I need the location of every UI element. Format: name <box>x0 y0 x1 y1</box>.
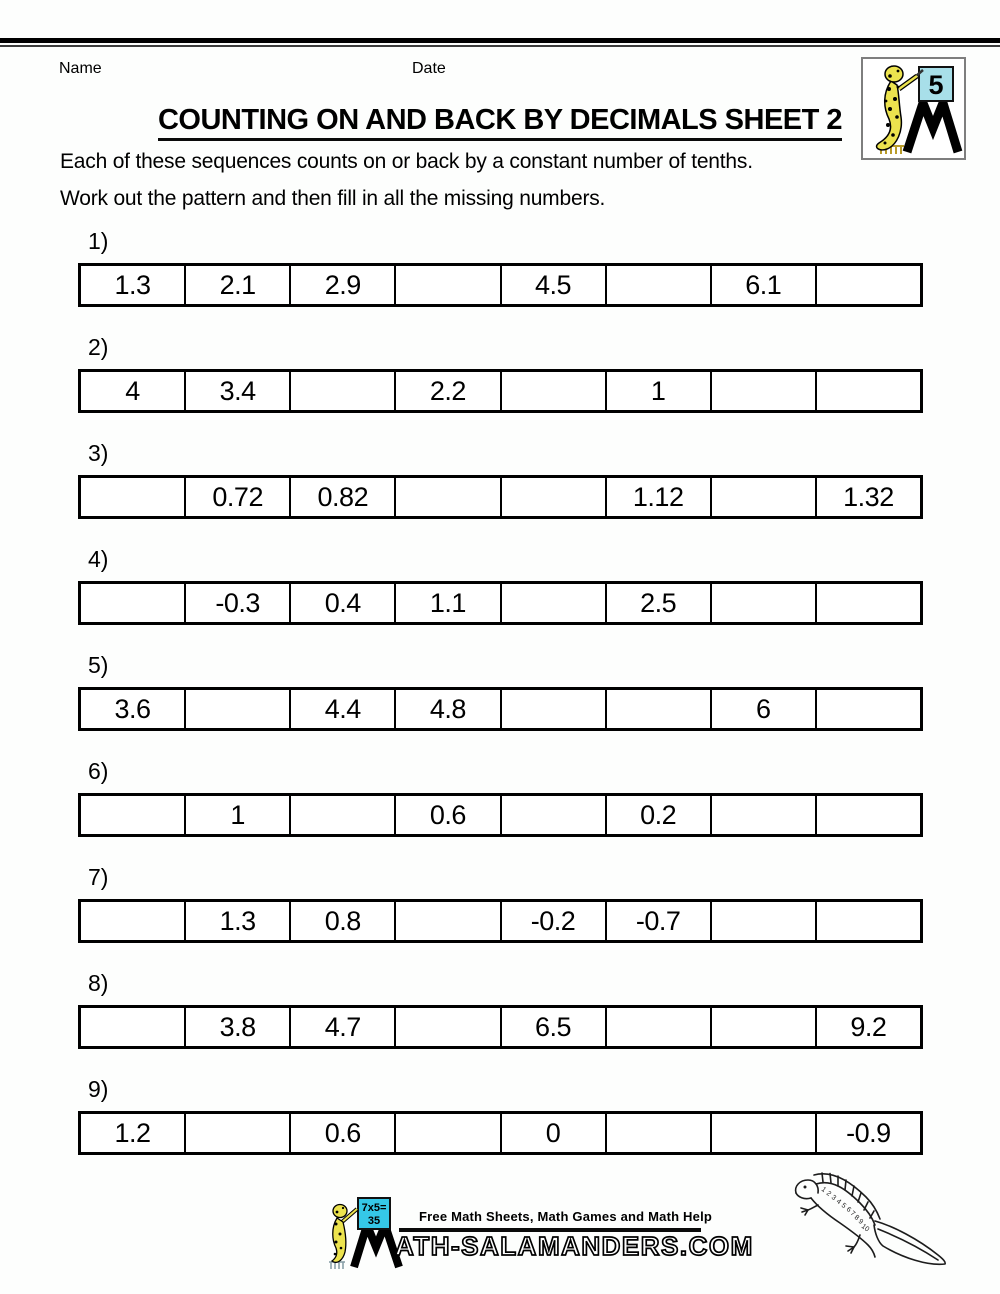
title-wrap <box>0 104 1000 141</box>
answer-cell[interactable] <box>186 690 291 728</box>
answer-cell[interactable] <box>817 796 920 834</box>
sequence-row <box>78 1005 923 1049</box>
lizard-number: 8 <box>852 1214 861 1222</box>
answer-cell[interactable] <box>502 372 607 410</box>
sequence-row <box>78 369 923 413</box>
sequence-cell: 1.3 <box>186 902 291 940</box>
sequence-cell: 2.1 <box>186 266 291 304</box>
page-title: COUNTING ON AND BACK BY DECIMALS SHEET 2 <box>158 104 842 141</box>
sequence-cell: 2.2 <box>396 372 501 410</box>
answer-cell[interactable] <box>817 584 920 622</box>
sequence-row <box>78 1111 923 1155</box>
top-rule-thin <box>0 45 1000 47</box>
numbered-lizard-icon <box>788 1163 988 1294</box>
answer-cell[interactable] <box>607 1008 712 1046</box>
instruction-line-2: Work out the pattern and then fill in all the missing numbers. <box>60 187 606 210</box>
sequence-cell: 0.6 <box>291 1114 396 1152</box>
sequence-cell: 0 <box>502 1114 607 1152</box>
answer-cell[interactable] <box>502 690 607 728</box>
sequence-label: 9) <box>88 1076 109 1102</box>
answer-cell[interactable] <box>712 478 817 516</box>
sequence-cell: 4.8 <box>396 690 501 728</box>
sequence-label: 8) <box>88 970 109 996</box>
sequence-cell: -0.2 <box>502 902 607 940</box>
answer-cell[interactable] <box>396 478 501 516</box>
sequence-cell: 0.4 <box>291 584 396 622</box>
sequence-cell: 3.6 <box>81 690 186 728</box>
sequence-label: 5) <box>88 652 109 678</box>
sequence-cell: 0.6 <box>396 796 501 834</box>
sequence-cell: 1 <box>186 796 291 834</box>
lizard-number: 4 <box>834 1198 843 1206</box>
answer-cell[interactable] <box>817 902 920 940</box>
answer-cell[interactable] <box>502 796 607 834</box>
answer-cell[interactable] <box>396 1008 501 1046</box>
answer-cell[interactable] <box>396 266 501 304</box>
answer-cell[interactable] <box>291 796 396 834</box>
footer-brand-link[interactable]: ATH-SALAMANDERS.COM <box>395 1231 754 1261</box>
answer-cell[interactable] <box>291 372 396 410</box>
sequence-label: 6) <box>88 758 109 784</box>
sequence-row <box>78 687 923 731</box>
sequence-label: 1) <box>88 228 109 254</box>
sequence-cell: 1.12 <box>607 478 712 516</box>
sequence-cell: 4.5 <box>502 266 607 304</box>
sequence-cell: 6.5 <box>502 1008 607 1046</box>
date-label: Date <box>412 60 446 77</box>
answer-cell[interactable] <box>712 584 817 622</box>
answer-cell[interactable] <box>396 902 501 940</box>
sequence-label: 3) <box>88 440 109 466</box>
sequence-cell: 1.1 <box>396 584 501 622</box>
lizard-number: 2 <box>824 1190 833 1198</box>
lizard-number: 9 <box>856 1218 865 1226</box>
sequence-cell: 3.8 <box>186 1008 291 1046</box>
lizard-number: 10 <box>859 1223 871 1234</box>
lizard-number: 6 <box>844 1206 853 1214</box>
answer-cell[interactable] <box>396 1114 501 1152</box>
footer-board-line1: 7x5= <box>361 1202 387 1214</box>
sequence-cell: 0.82 <box>291 478 396 516</box>
answer-cell[interactable] <box>712 1114 817 1152</box>
sequence-cell: -0.3 <box>186 584 291 622</box>
sequence-cell: 2.5 <box>607 584 712 622</box>
answer-cell[interactable] <box>81 478 186 516</box>
grade-number: 5 <box>928 70 944 100</box>
lizard-number: 3 <box>829 1194 838 1202</box>
sequence-row <box>78 475 923 519</box>
answer-cell[interactable] <box>81 796 186 834</box>
answer-cell[interactable] <box>502 584 607 622</box>
answer-cell[interactable] <box>81 902 186 940</box>
sequence-cell: -0.7 <box>607 902 712 940</box>
sequence-cell: 1.2 <box>81 1114 186 1152</box>
sequence-row <box>78 793 923 837</box>
sequence-cell: 6 <box>712 690 817 728</box>
sequence-cell: 4.7 <box>291 1008 396 1046</box>
answer-cell[interactable] <box>817 266 920 304</box>
answer-cell[interactable] <box>81 584 186 622</box>
sequence-cell: 1.32 <box>843 481 894 512</box>
instruction-line-1: Each of these sequences counts on or back by a constant number of tenths. <box>60 150 753 173</box>
sequence-row <box>78 899 923 943</box>
answer-cell[interactable] <box>607 1114 712 1152</box>
sequence-cell: 2.9 <box>291 266 396 304</box>
sequence-cell: 0.72 <box>186 478 291 516</box>
footer-tagline: Free Math Sheets, Math Games and Math Help <box>419 1209 713 1224</box>
answer-cell[interactable] <box>186 1114 291 1152</box>
lizard-number: 1 <box>819 1186 828 1194</box>
sequence-cell: 1.3 <box>81 266 186 304</box>
answer-cell[interactable] <box>712 796 817 834</box>
sequence-cell: 0.8 <box>291 902 396 940</box>
sequence-label: 7) <box>88 864 109 890</box>
sequence-cell: 4 <box>81 372 186 410</box>
sequence-row <box>78 581 923 625</box>
sequence-row <box>78 263 923 307</box>
answer-cell[interactable] <box>712 902 817 940</box>
sequence-cell: 6.1 <box>712 266 817 304</box>
answer-cell[interactable] <box>607 690 712 728</box>
top-rule-thick <box>0 38 1000 43</box>
answer-cell[interactable] <box>607 266 712 304</box>
answer-cell[interactable] <box>712 1008 817 1046</box>
answer-cell[interactable] <box>81 1008 186 1046</box>
sequence-label: 2) <box>88 334 109 360</box>
sequence-cell: 4.4 <box>291 690 396 728</box>
answer-cell[interactable] <box>712 372 817 410</box>
name-label: Name <box>59 60 102 77</box>
sequence-cell: 9.2 <box>850 1011 887 1042</box>
answer-cell[interactable] <box>817 372 920 410</box>
lizard-number: 7 <box>848 1210 857 1218</box>
sequence-cell: 3.4 <box>186 372 291 410</box>
sequence-cell: 1 <box>607 372 712 410</box>
answer-cell[interactable] <box>502 478 607 516</box>
answer-cell[interactable] <box>817 690 920 728</box>
footer-board-line2: 35 <box>367 1215 381 1227</box>
lizard-number: 5 <box>839 1202 848 1210</box>
sequence-label: 4) <box>88 546 109 572</box>
sequence-cell: -0.9 <box>846 1117 891 1148</box>
sequence-cell: 0.2 <box>607 796 712 834</box>
